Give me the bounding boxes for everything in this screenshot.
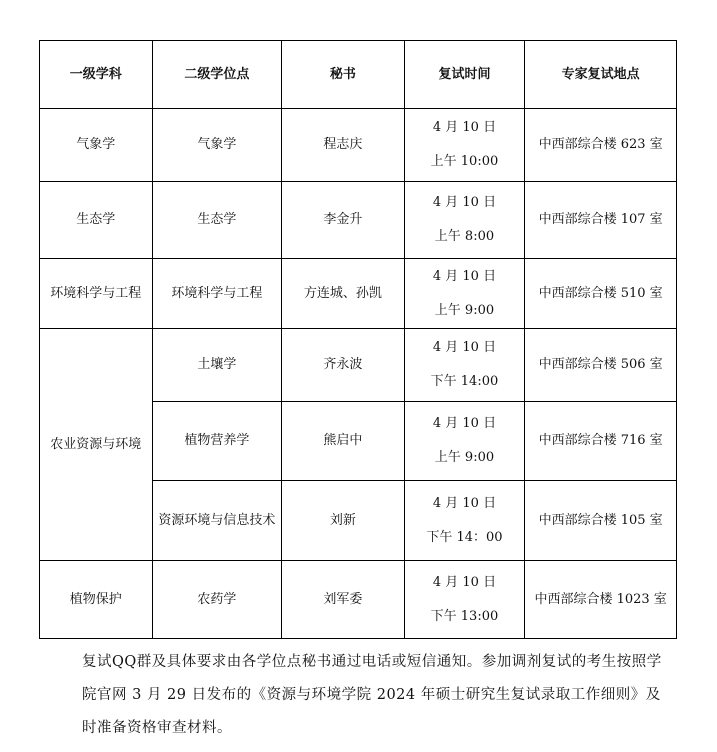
- cell-secretary: 李金升: [282, 182, 405, 259]
- retest-clock: 下午 14：00: [426, 529, 503, 545]
- cell-location: 中西部综合楼 510 室: [525, 259, 677, 329]
- cell-location: 中西部综合楼 623 室: [525, 109, 677, 182]
- retest-date: 4 月 10 日: [432, 120, 497, 135]
- cell-retest-time: [404, 259, 525, 329]
- table-row: [40, 329, 677, 402]
- cell-secretary: 齐永波: [282, 329, 405, 402]
- cell-secretary: 程志庆: [282, 109, 405, 182]
- cell-retest-time: [404, 329, 525, 402]
- cell-secretary: 刘军委: [282, 561, 405, 639]
- retest-date: 4 月 10 日: [432, 574, 497, 590]
- cell-sub-discipline: 农药学: [152, 561, 282, 639]
- retest-clock: 上午 10:00: [430, 154, 499, 169]
- retest-date: 4 月 10 日: [432, 268, 497, 284]
- cell-sub-discipline: 环境科学与工程: [152, 259, 282, 329]
- cell-secretary: 方连城、孙凯: [282, 259, 405, 329]
- cell-discipline: 农业资源与环境: [40, 329, 153, 561]
- cell-discipline: 环境科学与工程: [40, 259, 153, 329]
- cell-discipline: 气象学: [40, 109, 153, 182]
- cell-location: 中西部综合楼 107 室: [525, 182, 677, 259]
- cell-sub-discipline: 资源环境与信息技术: [152, 481, 282, 561]
- cell-secretary: 刘新: [282, 481, 405, 561]
- table-row: [40, 182, 677, 259]
- table-row: [40, 259, 677, 329]
- notice-paragraph: 复试QQ群及具体要求由各学位点秘书通过电话或短信通知。参加调剂复试的考生按照学院官网 3 月 29 日发布的《资源与环境学院 2024 年硕士研究生复试录取工作细则》及时准备资格审查材料。: [82, 654, 662, 736]
- cell-location: 中西部综合楼 716 室: [525, 402, 677, 481]
- retest-date: 4 月 10 日: [432, 495, 497, 511]
- retest-clock: 上午 9:00: [434, 450, 495, 465]
- cell-retest-time: [404, 561, 525, 639]
- header-sub-discipline: 二级学位点: [152, 41, 282, 109]
- cell-retest-time: [404, 481, 525, 561]
- cell-sub-discipline: 气象学: [152, 109, 282, 182]
- retest-clock: 下午 13:00: [430, 608, 499, 624]
- retest-schedule-table: [39, 40, 677, 639]
- cell-location: 中西部综合楼 1023 室: [525, 561, 677, 639]
- retest-clock: 上午 9:00: [434, 302, 495, 318]
- table-header-row: [40, 41, 677, 109]
- cell-discipline: 生态学: [40, 182, 153, 259]
- cell-location: 中西部综合楼 105 室: [525, 481, 677, 561]
- table-row: [40, 109, 677, 182]
- cell-location: 中西部综合楼 506 室: [525, 329, 677, 402]
- cell-sub-discipline: 植物营养学: [152, 402, 282, 481]
- retest-clock: 上午 8:00: [434, 229, 495, 244]
- cell-sub-discipline: 生态学: [152, 182, 282, 259]
- cell-retest-time: [404, 402, 525, 481]
- retest-date: 4 月 10 日: [432, 195, 497, 210]
- cell-retest-time: [404, 109, 525, 182]
- cell-secretary: 熊启中: [282, 402, 405, 481]
- header-secretary: 秘书: [282, 41, 405, 109]
- cell-retest-time: [404, 182, 525, 259]
- header-discipline: 一级学科: [40, 41, 153, 109]
- table-row: [40, 561, 677, 639]
- header-location: 专家复试地点: [525, 41, 677, 109]
- retest-clock: 下午 14:00: [430, 374, 499, 389]
- retest-date: 4 月 10 日: [432, 340, 497, 355]
- cell-discipline: 植物保护: [40, 561, 153, 639]
- cell-sub-discipline: 土壤学: [152, 329, 282, 402]
- retest-date: 4 月 10 日: [432, 416, 497, 431]
- header-retest-time: 复试时间: [404, 41, 525, 109]
